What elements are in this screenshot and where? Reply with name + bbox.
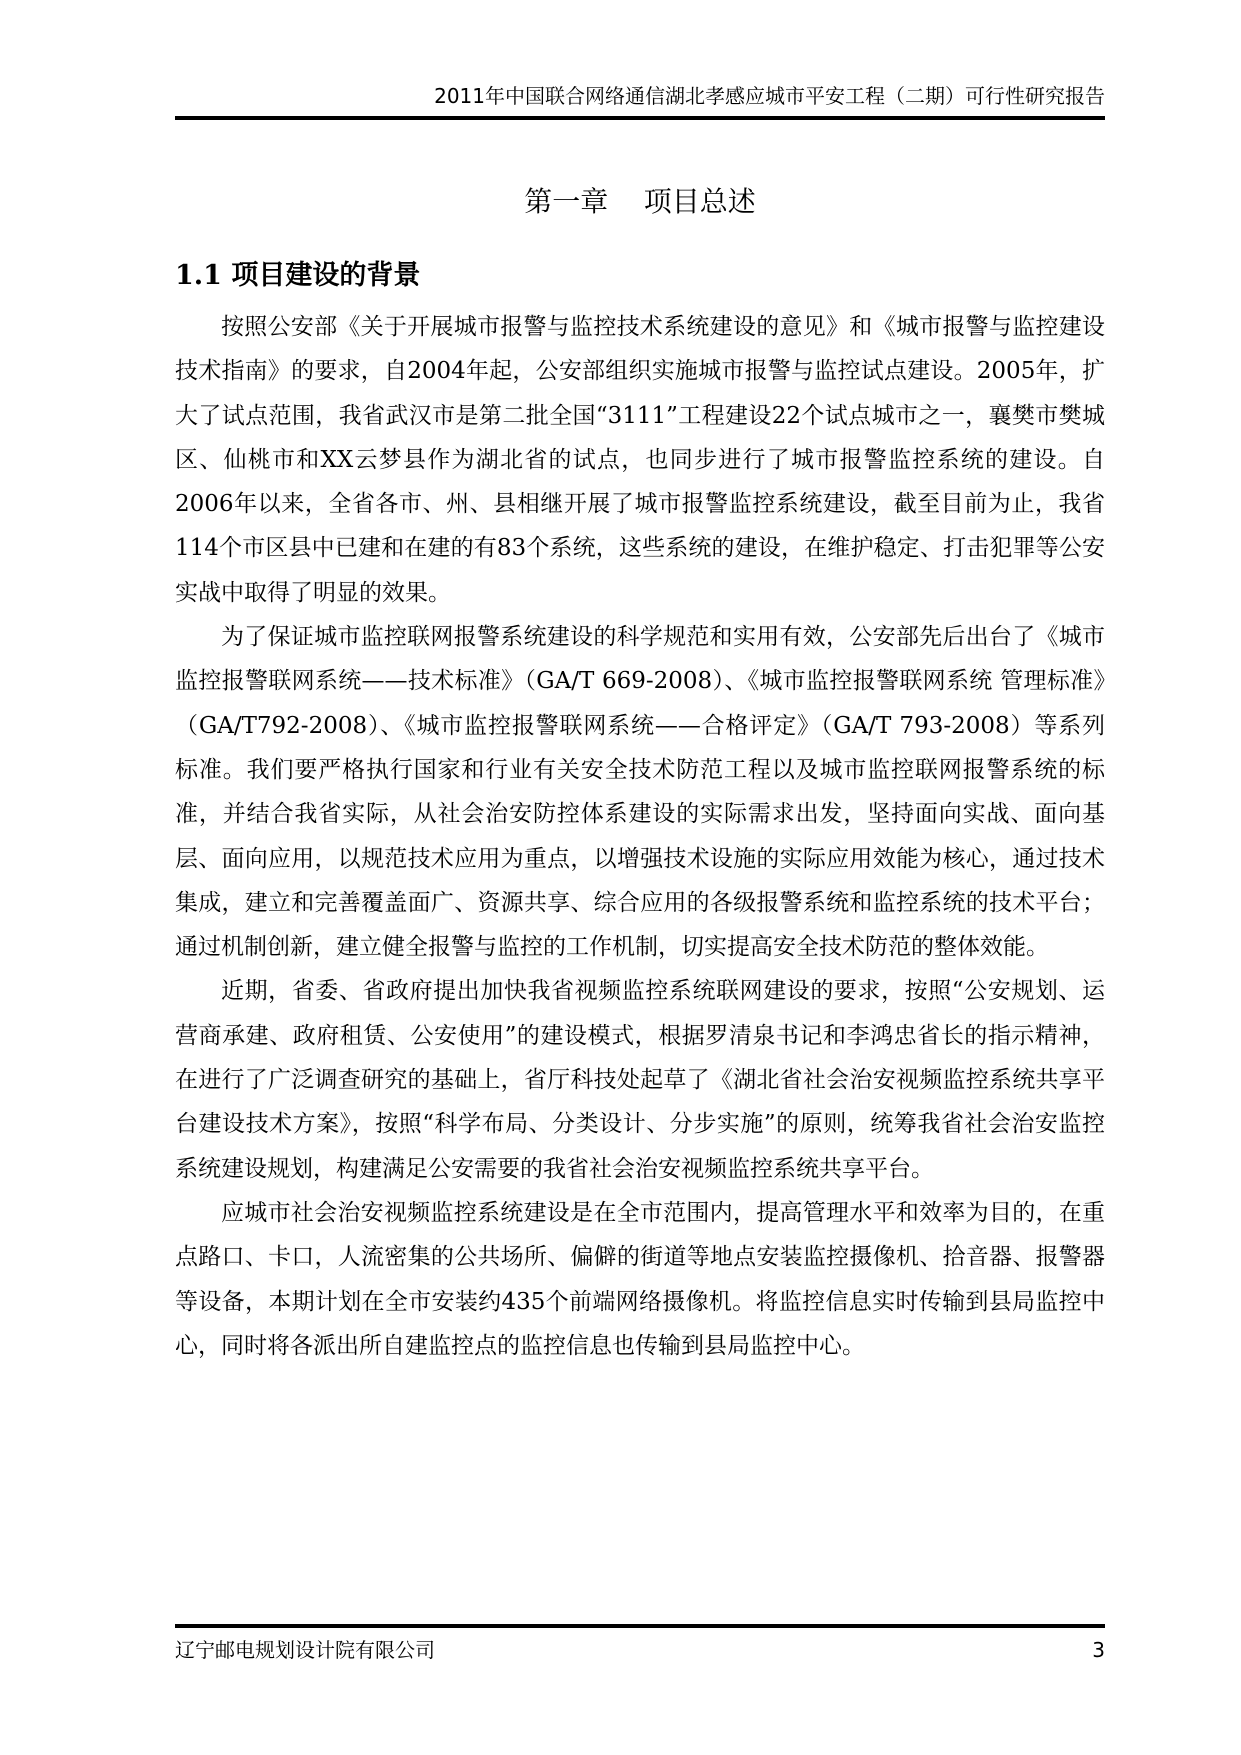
page-header-title: 2011年中国联合网络通信湖北孝感应城市平安工程（二期）可行性研究报告 (434, 84, 1105, 108)
chapter-title: 第一章 项目总述 (524, 185, 756, 218)
page-number: 3 (1092, 1638, 1105, 1662)
header-rule (175, 116, 1105, 120)
paragraph: 按照公安部《关于开展城市报警与监控技术系统建设的意见》和《城市报警与监控建设技术指南》的要求，自2004年起，公安部组织实施城市报警与监控试点建设。2005年，扩大了试点范围，我省武汉市是第二批全国“3111”工程建设22个试点城市之一，襄樊市樊城区、仙桃市和XX云梦县作为湖北省的试点，也同步进行了城市报警监控系统的建设。自2006年以来，全省各市、州、县相继开展了城市报警监控系统建设，截至目前为止，我省114个市区县中已建和在建的有83个系统，这些系统的建设，在维护稳定、打击犯罪等公安实战中取得了明显的效果。 (175, 314, 1105, 606)
paragraph: 为了保证城市监控联网报警系统建设的科学规范和实用有效，公安部先后出台了《城市监控报警联网系统——技术标准》（GA/T 669-2008）、《城市监控报警联网系统 管理标准》（GA/T792-2008）、《城市监控报警联网系统——合格评定》（GA/T 793-2008）等系列标准。我们要严格执行国家和行业有关安全技术防范工程以及城市监控联网报警系统的标准，并结合我省实际，从社会治安防控体系建设的实际需求出发，坚持面向实战、面向基层、面向应用，以规范技术应用为重点，以增强技术设施的实际应用效能为核心，通过技术集成，建立和完善覆盖面广、资源共享、综合应用的各级报警系统和监控系统的技术平台；通过机制创新，建立健全报警与监控的工作机制，切实提高安全技术防范的整体效能。 (175, 624, 1105, 961)
paragraph: 应城市社会治安视频监控系统建设是在全市范围内，提高管理水平和效率为目的，在重点路口、卡口，人流密集的公共场所、偏僻的街道等地点安装监控摄像机、拾音器、报警器等设备，本期计划在全市安装约435个前端网络摄像机。将监控信息实时传输到县局监控中心，同时将各派出所自建监控点的监控信息也传输到县局监控中心。 (175, 1199, 1105, 1359)
paragraph: 近期，省委、省政府提出加快我省视频监控系统联网建设的要求，按照“公安规划、运营商承建、政府租赁、公安使用”的建设模式，根据罗清泉书记和李鸿忠省长的指示精神，在进行了广泛调查研究的基础上，省厅科技处起草了《湖北省社会治安视频监控系统共享平台建设技术方案》，按照“科学布局、分类设计、分步实施”的原则，统筹我省社会治安监控系统建设规划，构建满足公安需要的我省社会治安视频监控系统共享平台。 (175, 978, 1105, 1182)
footer-company: 辽宁邮电规划设计院有限公司 (175, 1638, 435, 1662)
section-heading: 1.1 项目建设的背景 (175, 260, 421, 291)
footer-rule (175, 1624, 1105, 1628)
body-text (175, 305, 1105, 1368)
